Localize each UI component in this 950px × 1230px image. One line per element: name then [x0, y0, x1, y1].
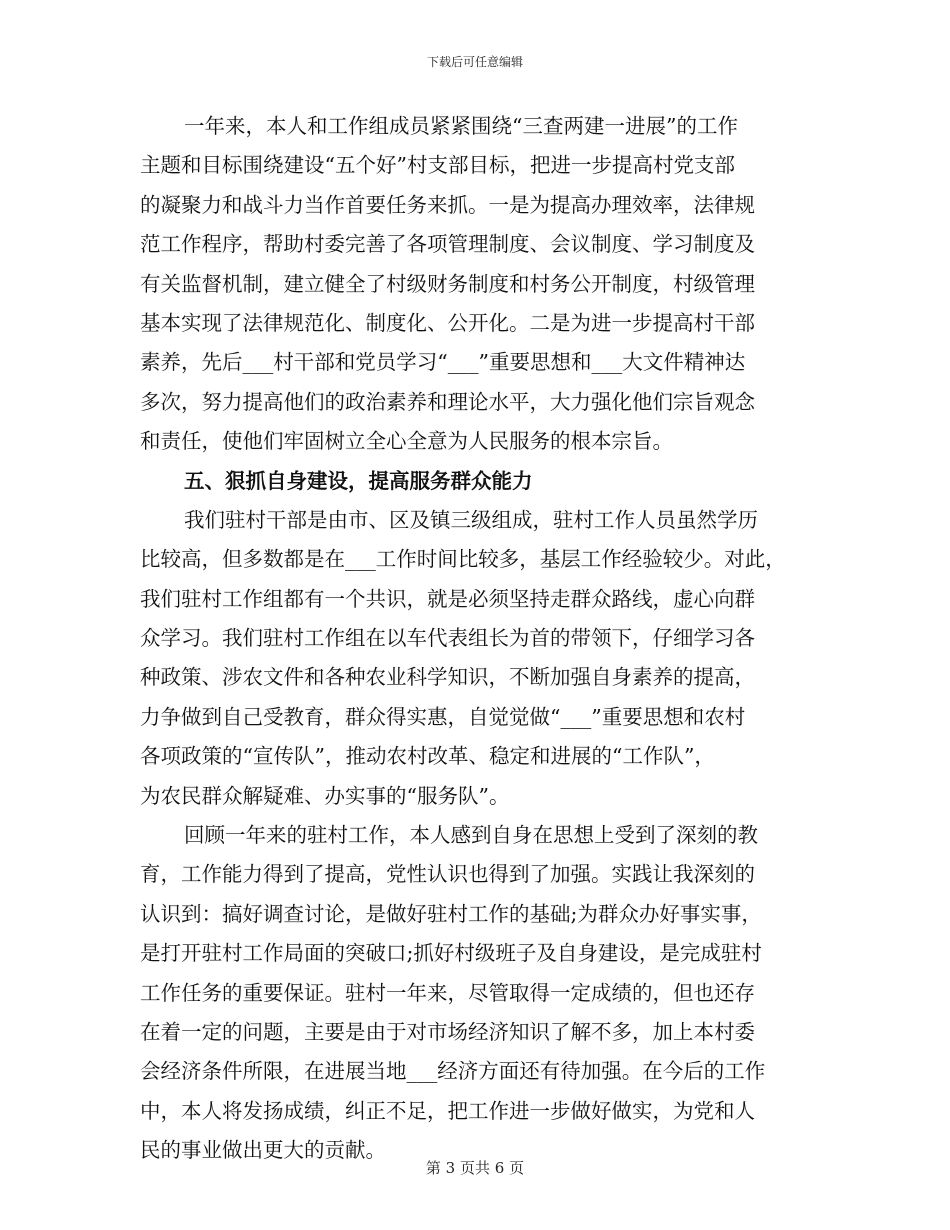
paragraph-line: 各项政策的“宣传队”，推动农村改革、稳定和进展的“工作队”， [140, 744, 715, 769]
paragraph-line: 和责任，使他们牢固树立全心全意为人民服务的根本宗旨。 [140, 429, 673, 454]
document-body [140, 107, 810, 1171]
paragraph-line: 中，本人将发扬成绩，纠正不足，把工作进一步做好做实，为党和人 [140, 1098, 755, 1123]
paragraph-line: 多次，努力提高他们的政治素养和理论水平，大力强化他们宗旨观念 [140, 389, 755, 414]
paragraph-line: 基本实现了法律规范化、制度化、公开化。二是为进一步提高村干部 [140, 310, 755, 335]
paragraph-line: 比较高，但多数都是在___工作时间比较多，基层工作经验较少。对此， [140, 547, 786, 572]
paragraph-line: 主题和目标围绕建设“五个好”村支部目标，把进一步提高村党支部 [140, 153, 735, 178]
paragraph-line: 种政策、涉农文件和各种农业科学知识，不断加强自身素养的提高， [140, 665, 755, 690]
page-header: 下载后可任意编辑 [426, 55, 523, 69]
paragraph-line: 一年来，本人和工作组成员紧紧围绕“三查两建一进展”的工作 [184, 114, 738, 138]
paragraph-line: 我们驻村干部是由市、区及镇三级组成，驻村工作人员虽然学历 [184, 507, 758, 532]
paragraph-line: 有关监督机制，建立健全了村级财务制度和村务公开制度，村级管理 [140, 271, 755, 296]
paragraph-line: 会经济条件所限，在进展当地___经济方面还有待加强。在今后的工作 [140, 1059, 766, 1084]
paragraph-line: 为农民群众解疑难、办实事的“服务队”。 [140, 783, 510, 808]
paragraph-line: 工作任务的重要保证。驻村一年来，尽管取得一定成绩的，但也还存 [140, 980, 755, 1005]
paragraph-line: 力争做到自己受教育，群众得实惠，自觉觉做“___”重要思想和农村 [140, 704, 746, 729]
paragraph-line: 我们驻村工作组都有一个共识，就是必须坚持走群众路线，虚心向群 [140, 586, 755, 611]
paragraph-line: 素养，先后___村干部和党员学习“___”重要思想和___大文件精神达 [140, 350, 746, 375]
paragraph-line: 育，工作能力得到了提高，党性认识也得到了加强。实践让我深刻的 [140, 862, 755, 887]
paragraph-line: 众学习。我们驻村工作组在以车代表组长为首的带领下，仔细学习各 [140, 626, 755, 651]
paragraph-line: 是打开驻村工作局面的突破口;抓好村级班子及自身建设，是完成驻村 [140, 941, 762, 966]
paragraph-line: 民的事业做出更大的贡献。 [140, 1138, 386, 1163]
paragraph-line: 在着一定的问题，主要是由于对市场经济知识了解不多，加上本村委 [140, 1019, 755, 1044]
page-footer: 第 3 页共 6 页 [425, 1159, 525, 1177]
paragraph-line: 范工作程序，帮助村委完善了各项管理制度、会议制度、学习制度及 [140, 232, 755, 257]
paragraph-line: 的凝聚力和战斗力当作首要任务来抓。一是为提高办理效率，法律规 [140, 192, 755, 217]
section-heading: 五、狠抓自身建设，提高服务群众能力 [184, 468, 533, 493]
paragraph-line: 回顾一年来的驻村工作，本人感到自身在思想上受到了深刻的教 [184, 823, 758, 848]
paragraph-line: 认识到：搞好调查讨论，是做好驻村工作的基础;为群众办好事实事， [140, 901, 762, 926]
